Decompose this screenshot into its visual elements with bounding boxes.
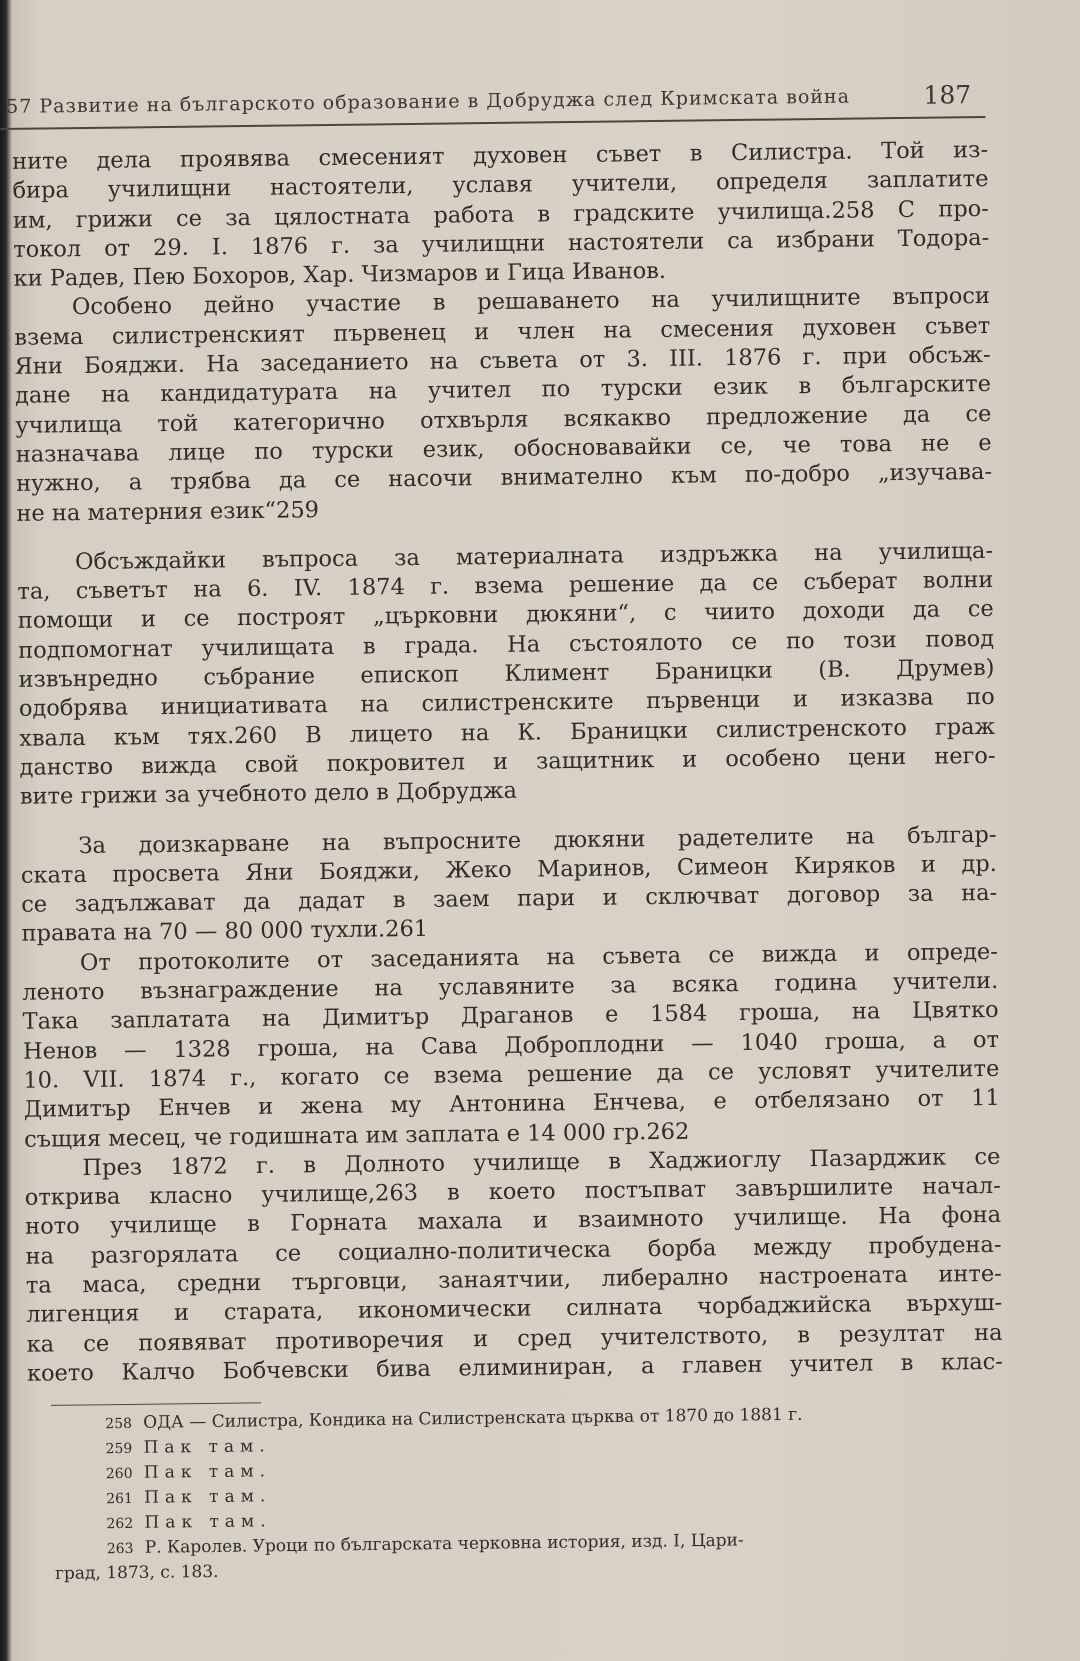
text-line: Особено дейно участие в решаването на училищните въпроси (71, 283, 991, 321)
text-line: същия месец, че годишната им заплата е 14 000 гр.262 (23, 1118, 690, 1153)
footnote-text: Пак там. (144, 1511, 272, 1533)
footnote-continuation: град, 1873, с. 183. (54, 1561, 219, 1584)
text-line: извънредно събрание епископ Климент Браницки (В. Друмев) (18, 654, 995, 693)
footnote-separator (51, 1402, 261, 1406)
text-line: та, съветът на 6. IV. 1874 г. взема решение да се съберат волни (17, 567, 994, 605)
text-line: дане на кандидатурата на учител по турски език в българските (14, 371, 992, 410)
text-line: ка се появяват противоречия и сред учителството, в резултат на (26, 1319, 1003, 1358)
text-line: 10. VII. 1874 г., когато се взема решение да се условят учителите (23, 1055, 1000, 1094)
text-line: им, грижи се за цялостната работа в градските училища.258 С про- (12, 195, 989, 234)
text-line: одобрява инициативата на силистренските първенци и изказва по (18, 684, 995, 723)
text-line: вите грижи за учебното дело в Добруджа (19, 777, 518, 811)
text-line: се задължават да дадат в заем пари и сключват договор за на- (21, 879, 998, 918)
text-line: ки Радев, Пею Бохоров, Хар. Чизмаров и Гица Иванов. (13, 258, 667, 293)
footnote-text: Пак там. (143, 1461, 272, 1483)
text-line: Така заплатата на Димитър Драганов е 1584 гроша, на Цвятко (22, 997, 999, 1036)
footnote-text: ОДА — Силистра, Кондика на Силистренската църква от 1870 до 1881 г. (143, 1404, 803, 1433)
footnote-number: 262 (106, 1515, 134, 1533)
text-line: ската просвета Яни Бояджи, Жеко Маринов, Симеон Киряков и др. (20, 850, 997, 889)
text-line: ните дела проявява смесеният духовен съвет в Силистра. Той из- (12, 136, 989, 175)
text-line: От протоколите от заседанията на съвета се вижда и опреде- (79, 938, 999, 976)
footnote-number: 260 (105, 1465, 133, 1483)
text-line: открива класно училище,263 в което постъпват завършилите начал- (24, 1172, 1001, 1211)
footnote-number: 259 (105, 1440, 133, 1458)
text-line: Димитър Енчев и жена му Антонина Енчева, е отбелязано от 11 (23, 1085, 1000, 1123)
text-line: взема силистренският първенец и член на смесения духовен съвет (14, 312, 991, 351)
footnote-number: 261 (106, 1490, 133, 1508)
page-number: 187 (923, 80, 972, 110)
text-line: данство вижда свой покровител и защитник и особено цени него- (19, 742, 996, 781)
main-text (0, 136, 1015, 1389)
text-line: нужно, а трябва да се насочи внимателно към по-добро „изучава- (15, 459, 993, 498)
page-header (0, 76, 985, 130)
footnotes (45, 1393, 1007, 1587)
text-line: което Калчо Бобчевски бива елиминиран, а главен учител в клас- (26, 1348, 1004, 1387)
text-line: леното възнаграждение на уславяните за всяка година учители. (22, 967, 999, 1006)
text-line: Обсъждайки въпроса за материалната издръжка на училища- (74, 537, 994, 575)
text-line: подпомогнат училищата в града. На състоялото се по този повод (17, 625, 995, 664)
text-line: помощи и се построят „църковни дюкяни“, с чиито доходи да се (17, 596, 994, 635)
text-line: токол от 29. I. 1876 г. за училищни настоятели са избрани Тодора- (13, 224, 990, 263)
text-line: лигенция и старата, икономически силната чорбаджийска върхуш- (26, 1290, 1003, 1329)
running-head: 57 Развитие на българското образование в Добруджа след Кримската война (6, 85, 851, 118)
text-line: училища той категорично отхвърля всякакво предложение да се (15, 400, 992, 439)
footnote-text: Пак там. (143, 1436, 271, 1458)
text-line: бира училищни настоятели, уславя учители, определя заплатите (12, 166, 989, 205)
text-line: назначава лице по турски език, обосновавайки се, че това не е (15, 429, 992, 468)
text-line: Яни Бояджи. На заседанието на съвета от 3. III. 1876 г. при обсъж- (14, 341, 991, 380)
text-line: През 1872 г. в Долното училище в Хаджиоглу Пазарджик се (82, 1143, 1001, 1181)
footnote-text: Пак там. (144, 1486, 272, 1508)
text-line: хвала към тях.260 В лицето на К. Браницки силистренското граж (19, 713, 996, 752)
text-line: За доизкарване на въпросните дюкяни радетелите на българ- (78, 821, 997, 859)
text-line: на разгорялата се социално-политическа борба между пробудена- (25, 1231, 1002, 1270)
text-line: Ненов — 1328 гроша, на Сава Доброплодни — 1040 гроша, а от (22, 1026, 1000, 1065)
footnote-number: 258 (105, 1415, 133, 1433)
text-line: не на матерния език“259 (16, 496, 320, 527)
footnote-text: Р. Каролев. Уроци по българската черковна история, изд. I, Цари- (144, 1530, 744, 1558)
footnote-number: 263 (106, 1540, 134, 1558)
text-line: ното училище в Горната махала и взаимното училище. На фона (25, 1202, 1002, 1241)
text-line: правата на 70 — 80 000 тухли.261 (21, 916, 429, 948)
text-line: та маса, средни търговци, занаятчии, либерално настроената инте- (25, 1260, 1002, 1299)
